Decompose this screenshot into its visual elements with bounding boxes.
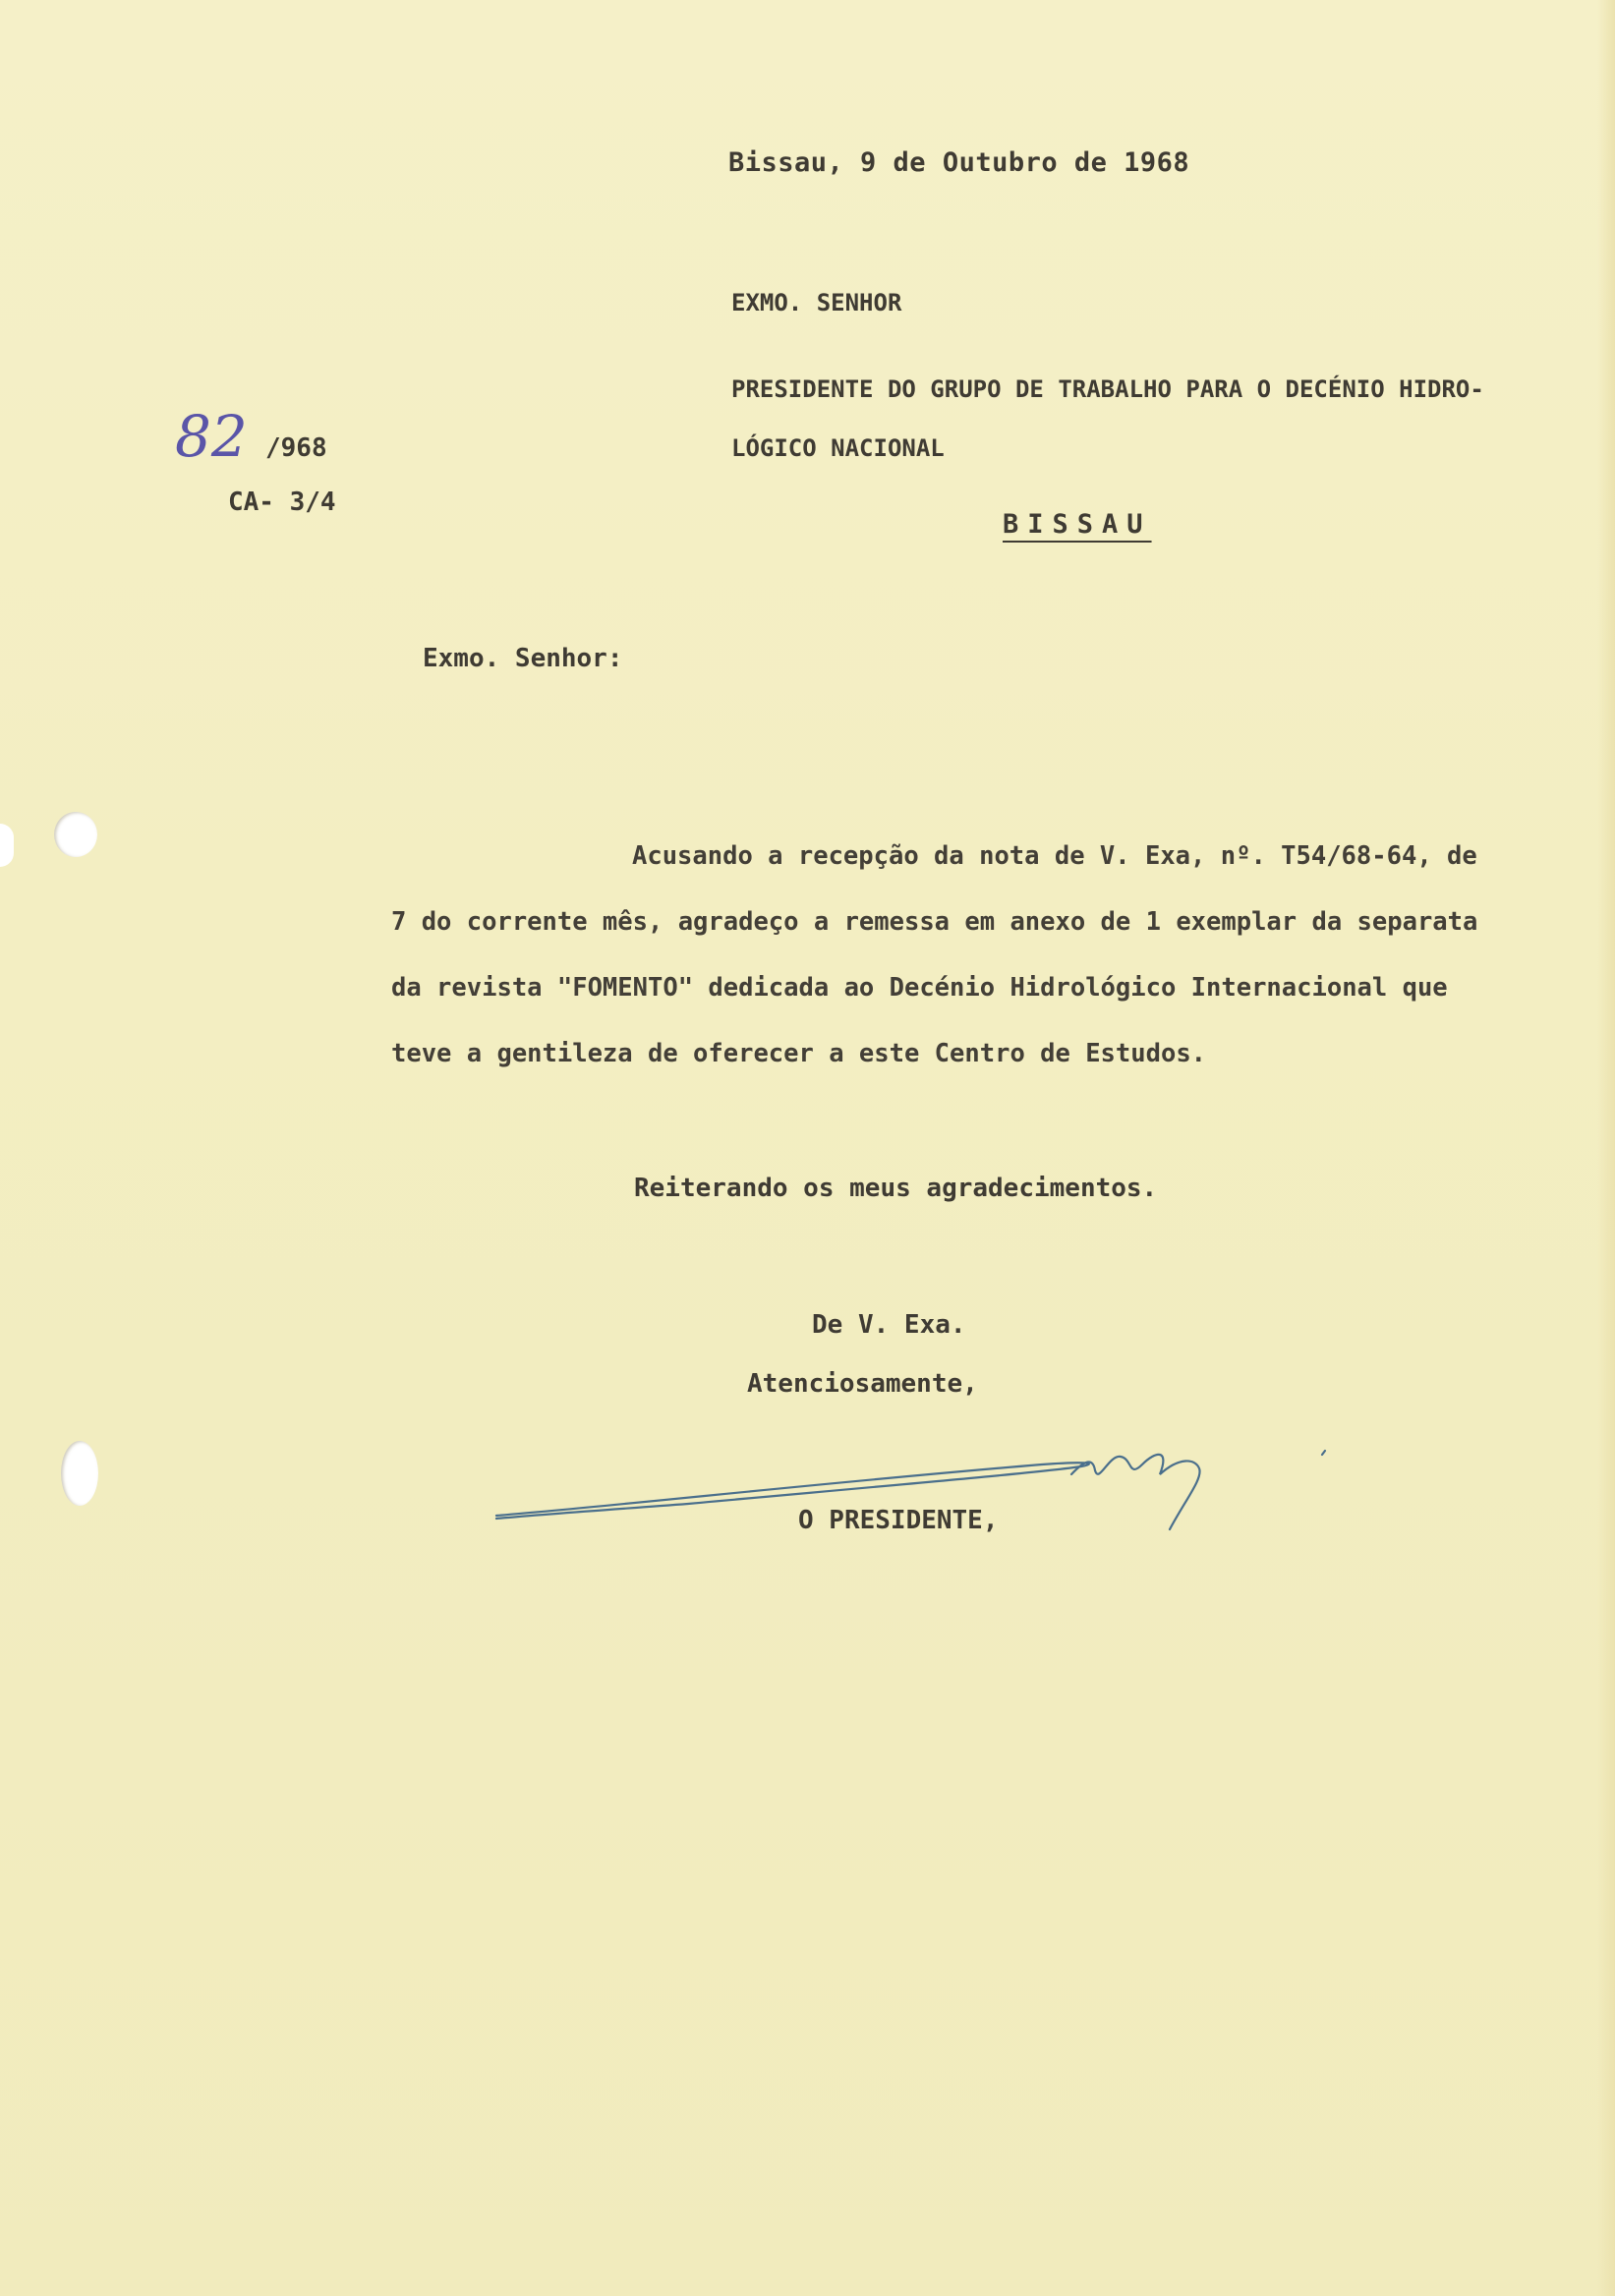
handwritten-reference-number: 82 <box>175 403 248 470</box>
recipient-position-line1: PRESIDENTE DO GRUPO DE TRABALHO PARA O DECÉNIO HIDRO- <box>731 375 1484 403</box>
recipient-position-line2: LÓGICO NACIONAL <box>731 434 945 462</box>
greeting: Exmo. Senhor: <box>423 644 623 673</box>
punch-hole <box>61 1441 98 1506</box>
letter-date: Bissau, 9 de Outubro de 1968 <box>728 147 1190 178</box>
recipient-title: EXMO. SENHOR <box>731 289 902 316</box>
letter-body <box>391 824 1571 1087</box>
body-line: 7 do corrente mês, agradeço a remessa em anexo de 1 exemplar da separata <box>391 907 1478 937</box>
body-line: Acusando a recepção da nota de V. Exa, nº. T54/68-64, de <box>632 841 1477 871</box>
courtesy-line1: De V. Exa. <box>812 1310 966 1340</box>
recipient-city: BISSAU <box>1003 509 1152 540</box>
punch-hole <box>54 812 97 857</box>
reference-year: /968 <box>265 433 327 463</box>
closing-line: Reiterando os meus agradecimentos. <box>634 1174 1158 1203</box>
body-line: teve a gentileza de oferecer a este Centro de Estudos. <box>391 1039 1207 1068</box>
page-edge-shadow <box>1597 0 1615 2296</box>
body-line: da revista "FOMENTO" dedicada ao Decénio Hidrológico Internacional que <box>391 973 1448 1003</box>
courtesy-line2: Atenciosamente, <box>747 1369 978 1399</box>
handwritten-signature <box>491 1445 1356 1553</box>
reference-code: CA- 3/4 <box>228 488 336 517</box>
signer-title: O PRESIDENTE, <box>798 1506 999 1535</box>
paper-edge-notch <box>0 824 14 867</box>
